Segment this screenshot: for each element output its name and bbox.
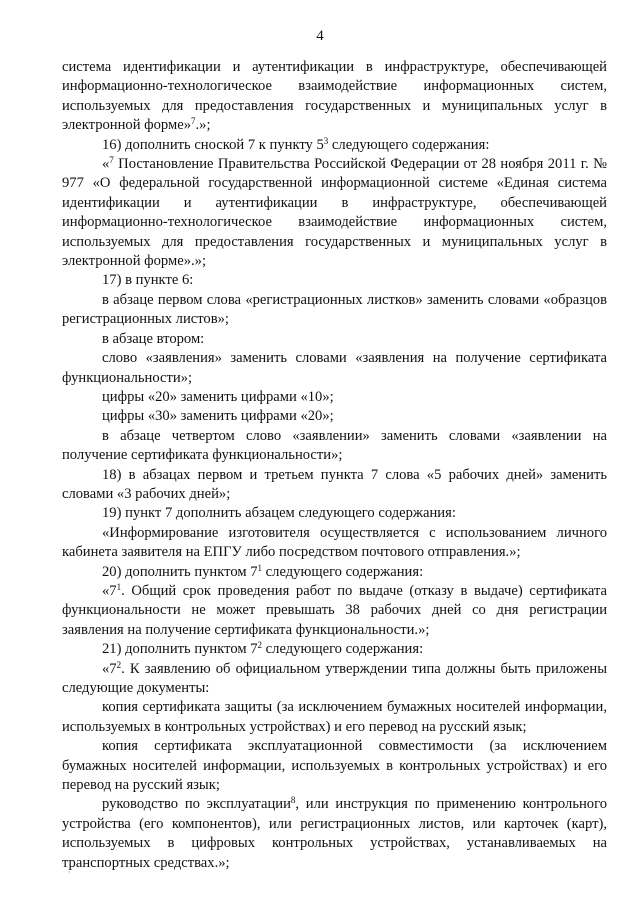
paragraph: «$7^2$. К заявлению об официальном утверждении типа должны быть приложены следующие документы: <box>62 659 607 696</box>
paragraph: цифры «20» заменить цифрами «10»; <box>102 388 334 405</box>
paragraph: в абзаце первом слова «регистрационных листков» заменить словами «образцов регистрационных листов»; <box>62 291 607 328</box>
paragraph: 18) в абзацах первом и третьем пункта 7 слова «5 рабочих дней» заменить словами «3 рабочих дней»; <box>62 466 607 502</box>
paragraph: система идентификации и аутентификации в инфраструктуре, обеспечивающей информационно-технологическое взаимодействие информационных систем, используемых для предоставления государственных и муниципальных услуг в электронной форме»$^7$.»; <box>62 59 607 134</box>
page-number: 4 <box>316 28 324 44</box>
document-body <box>62 58 607 873</box>
paragraph: 19) пункт 7 дополнить абзацем следующего содержания: <box>102 505 456 522</box>
paragraph: «Информирование изготовителя осуществляется с использованием личного кабинета заявителя на ЕПГУ либо посредством почтового отправления.»; <box>62 524 607 561</box>
paragraph: слово «заявления» заменить словами «заявления на получение сертификата функциональности»; <box>62 350 607 386</box>
paragraph: 16) дополнить сноской 7 к пункту $5^3$ следующего содержания: <box>102 135 490 153</box>
scan-speck: · <box>68 868 71 877</box>
paragraph: 17) в пункте 6: <box>102 272 194 289</box>
paragraph: 20) дополнить пунктом $7^1$ следующего содержания: <box>102 562 424 580</box>
paragraph: в абзаце втором: <box>102 330 205 347</box>
paragraph: в абзаце четвертом слово «заявлении» заменить словами «заявлении на получение сертификата функциональности»; <box>62 427 607 464</box>
paragraph: руководство по эксплуатации$^8$, или инструкция по применению контрольного устройства (его компонентов), или регистрационных листов, или карточек (карт), используемых в цифровых контрольных устройствах, устанавливаемых на транспортных средствах.»; <box>62 795 607 871</box>
paragraph: «$7^1$. Общий срок проведения работ по выдаче (отказу в выдаче) сертификата функциональности не может превышать 38 рабочих дней со дня регистрации заявления на получение сертификата функциональности.»; <box>62 581 607 638</box>
paragraph: цифры «30» заменить цифрами «20»; <box>102 408 334 425</box>
paragraph: копия сертификата защиты (за исключением бумажных носителей информации, используемых в контрольных устройствах) и его перевод на русский язык; <box>62 699 607 735</box>
paragraph: 21) дополнить пунктом $7^2$ следующего содержания: <box>102 640 424 658</box>
paragraph: «$^7$ Постановление Правительства Российской Федерации от 28 ноября 2011 г. № 977 «О федеральной государственной информационной системе «Единая система идентификации и аутентификации в инфраструктуре, обеспечивающей информационно-технологическое взаимодействие информационных систем, используемых для предоставления государственных и муниципальных услуг в электронной форме».»; <box>62 155 607 270</box>
paragraph: копия сертификата эксплуатационной совместимости (за исключением бумажных носителей информации, используемых в контрольных устройствах) и его перевод на русский язык; <box>62 738 607 794</box>
